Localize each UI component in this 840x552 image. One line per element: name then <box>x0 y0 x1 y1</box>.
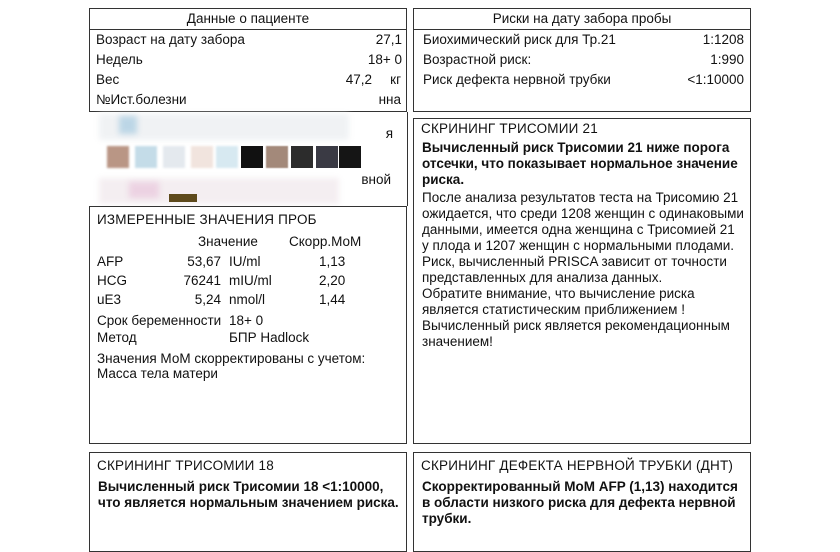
col-header-value: Значение <box>198 234 258 249</box>
afp-unit: IU/ml <box>229 254 261 269</box>
afp-name: AFP <box>97 254 124 269</box>
age-label: Возраст на дату забора <box>96 32 245 47</box>
hcg-mom: 2,20 <box>319 273 346 288</box>
age-value: 27,1 <box>375 32 402 47</box>
method-value: БПР Hadlock <box>229 330 310 345</box>
gestation-value: 18+ 0 <box>229 313 264 328</box>
ntd-conclusion: Скорректированный МоМ AFP (1,13) находится в области низкого риска для дефекта нервной трубки. <box>422 479 738 526</box>
risk-row-ntd <box>414 70 750 90</box>
trisomy21-panel <box>413 118 751 444</box>
weeks-label: Недель <box>96 52 143 67</box>
redaction-swatch <box>266 146 288 168</box>
ue3-unit: nmol/l <box>229 292 266 307</box>
fragment-vnoi: вной <box>361 172 391 187</box>
trisomy18-conclusion: Вычисленный риск Трисомии 18 <1:10000, что является нормальным значением риска. <box>98 479 399 510</box>
ue3-mom: 1,44 <box>319 292 346 307</box>
ntd-title: СКРИНИНГ ДЕФЕКТА НЕРВНОЙ ТРУБКИ (ДНТ) <box>421 458 734 473</box>
redacted-patient-area <box>89 112 408 206</box>
trisomy21-explanation: После анализа результатов теста на Трисомию 21 ожидается, что среди 1208 женщин с одинаковыми данными, имеется одна женщина с Трисомией 21 у плода и 1207 женщин с нормальными плодами. Риск, вычисленный PRISCA зависит от точности представленных для анализа данных. Обратите внимание, что вычисление риска является статистическим приближением ! Вычисленный риск является рекомендационным значением! <box>422 190 744 349</box>
measured-values-panel <box>89 206 407 444</box>
ntd-risk-label: Риск дефекта нервной трубки <box>423 72 611 87</box>
redaction-swatch <box>339 146 361 168</box>
ue3-value: 5,24 <box>194 292 221 307</box>
risk-row-age <box>414 50 750 70</box>
mom-correction-note: Значения МоМ скорректированы с учетом: <box>97 351 366 366</box>
redaction-swatch <box>216 146 238 168</box>
history-label: №Ист.болезни <box>96 92 187 107</box>
patient-row-history <box>90 90 406 110</box>
trisomy21-title: СКРИНИНГ ТРИСОМИИ 21 <box>421 121 598 136</box>
trisomy18-title: СКРИНИНГ ТРИСОМИИ 18 <box>97 458 274 473</box>
risks-panel <box>413 8 751 112</box>
patient-row-weight <box>90 70 406 90</box>
ntd-risk-value: <1:10000 <box>687 72 744 87</box>
history-value-fragment: нна <box>378 92 401 107</box>
risks-title: Риски на дату забора пробы <box>414 9 750 30</box>
age-risk-label: Возрастной риск: <box>423 52 532 67</box>
redaction-swatch <box>135 146 157 168</box>
hcg-unit: mIU/ml <box>229 273 272 288</box>
hcg-value: 76241 <box>183 273 221 288</box>
patient-data-panel <box>89 8 407 112</box>
redaction-swatch <box>169 194 197 202</box>
redaction-swatch <box>241 146 263 168</box>
weight-value: 47,2 <box>345 72 372 87</box>
patient-row-weeks <box>90 50 406 70</box>
fragment-ya: я <box>385 126 393 141</box>
redaction-blur <box>89 112 359 206</box>
col-header-mom: Скорр.МоМ <box>289 234 362 249</box>
redaction-swatch <box>316 146 338 168</box>
redaction-swatch <box>163 146 185 168</box>
method-label: Метод <box>97 330 137 345</box>
weight-label: Вес <box>96 72 120 87</box>
redaction-swatch <box>107 146 129 168</box>
redaction-swatch <box>291 146 313 168</box>
ntd-panel <box>413 452 751 552</box>
age-risk-value: 1:990 <box>710 52 744 67</box>
biochem-risk-label: Биохимический риск для Тр.21 <box>423 32 616 47</box>
weight-unit: кг <box>390 72 401 87</box>
patient-data-title: Данные о пациенте <box>90 9 406 30</box>
patient-row-age <box>90 30 406 50</box>
trisomy21-conclusion: Вычисленный риск Трисомии 21 ниже порога отсечки, что показывает нормальное значение риска. <box>422 140 738 187</box>
risk-row-biochem <box>414 30 750 50</box>
hcg-name: HCG <box>97 273 127 288</box>
afp-value: 53,67 <box>187 254 221 269</box>
biochem-risk-value: 1:1208 <box>702 32 744 47</box>
mom-correction-factor: Масса тела матери <box>97 366 218 381</box>
measured-values-title: ИЗМЕРЕННЫЕ ЗНАЧЕНИЯ ПРОБ <box>97 212 317 227</box>
ue3-name: uE3 <box>97 292 122 307</box>
redaction-swatch <box>191 146 213 168</box>
gestation-label: Срок беременности <box>97 313 222 328</box>
weeks-value: 18+ 0 <box>367 52 402 67</box>
trisomy18-panel <box>89 452 407 552</box>
afp-mom: 1,13 <box>319 254 346 269</box>
